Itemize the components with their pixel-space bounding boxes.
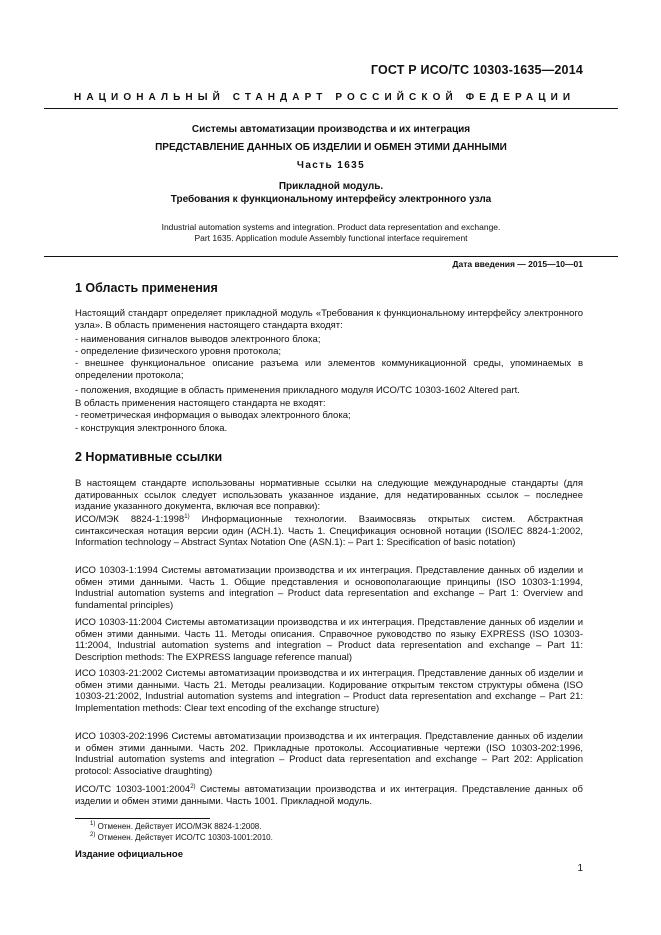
footnote-2-marker: 2) (90, 832, 96, 838)
scope-item-2: - определение физического уровня протокола; (75, 346, 282, 357)
section-2-heading: 2 Нормативные ссылки (75, 450, 223, 464)
reference-iso-10303-1: ИСО 10303-1:1994 Системы автоматизации производства и их интеграция. Представление данных об изделии и обмен этими данными. Часть 1. Общие представления и основополагающие принципы (ISO 10303-1:1994, Industrial automation systems and integration – Product data representation and exchange – Part 1: Overview and fundamental principles) (75, 565, 583, 611)
footnote-divider (75, 818, 210, 819)
footnote-1-marker: 1) (90, 821, 96, 827)
section-1-paragraph (75, 308, 583, 331)
section-1-paragraph-text: Настоящий стандарт определяет прикладной модуль «Требования к функциональному интерфейсу электронного узла». В область применения настоящего стандарта входят: (75, 308, 583, 331)
official-edition-label: Издание официальное (75, 849, 183, 860)
series-title: Системы автоматизации производства и их интеграция (191, 124, 471, 135)
reference-code: ИСО/МЭК 8824-1:1998 (75, 514, 185, 525)
reference-text: Информационные технологии. Взаимосвязь открытых систем. Абстрактная синтаксическая нотация версии один (АСН.1). Часть 1. Спецификация основной нотации (ISO/IEC 8824-1:2002, Information technology – Abstract Syntax Notation One (ASN.1): – Part 1: Specification of basic notation) (75, 514, 584, 548)
reference-text: Системы автоматизации производства и их интеграция. Представление данных об изделии и обмен этими данными. Часть 1001. Прикладной модуль. (75, 784, 583, 807)
page-number: 1 (577, 863, 583, 874)
scope-item-1: - наименования сигналов выводов электронного блока; (75, 334, 321, 345)
top-divider (44, 108, 618, 109)
references-intro: В настоящем стандарте использованы нормативные ссылки на следующие международные стандарты (для датированных ссылок следует использовать указанное издание, для недатированных ссылок – последнее издание указанного документа, включая все поправки): (75, 478, 583, 512)
subtitle (44, 180, 618, 206)
footnote-2 (90, 833, 273, 843)
scope-item-3: - внешнее функциональное описание разъема или элементов коммуникационной среды, упоминаемых в определении протокола; (75, 358, 583, 381)
section-1-heading: 1 Область применения (75, 281, 218, 295)
exclusion-item-1: - геометрическая информация о выводах электронного блока; (75, 410, 351, 421)
exclusion-item-2: - конструкция электронного блока. (75, 423, 228, 434)
reference-iso-10303-202: ИСО 10303-202:1996 Системы автоматизации производства и их интеграция. Представление данных об изделии и обмен этими данными. Часть 202. Прикладные протоколы. Ассоциативные чертежи (ISO 10303-202:1996, Industrial automation systems and integration – Product data representation and exchange – Part 202: Application protocol: Associative draughting) (75, 731, 583, 777)
english-title-line-1: Industrial automation systems and integration. Product data representation and exchange. (161, 222, 501, 232)
footnote-1 (90, 822, 261, 832)
introduction-date: Дата введения — 2015—10—01 (452, 259, 583, 269)
exclusions-intro: В область применения настоящего стандарта не входят: (75, 398, 326, 409)
footnote-1-text: Отменен. Действует ИСО/МЭК 8824-1:2008. (95, 822, 262, 831)
main-title: ПРЕДСТАВЛЕНИЕ ДАННЫХ ОБ ИЗДЕЛИИ И ОБМЕН ЭТИМИ ДАННЫМИ (155, 142, 507, 153)
document-id: ГОСТ Р ИСО/ТС 10303-1635—2014 (370, 63, 583, 77)
national-standard-banner: НАЦИОНАЛЬНЫЙ СТАНДАРТ РОССИЙСКОЙ ФЕДЕРАЦИИ (74, 92, 576, 103)
english-title-line-2: Part 1635. Application module Assembly functional interface requirement (194, 233, 468, 243)
reference-iso-10303-21: ИСО 10303-21:2002 Системы автоматизации производства и их интеграция. Представление данных об изделии и обмен этими данными. Часть 21. Методы реализации. Кодирование открытым текстом структуры обмена (ISO 10303-21:2002, Industrial automation systems and integration – Product data representation and exchange – Part 21: Implementation methods: Clear text encoding of the exchange structure) (75, 668, 583, 714)
footnote-marker: 1) (184, 514, 190, 520)
reference-iso-iec-8824-1 (75, 514, 583, 549)
part-number: Часть 1635 (296, 160, 366, 171)
title-divider (44, 256, 618, 257)
footnote-2-text: Отменен. Действует ИСО/ТС 10303-1001:2010. (95, 833, 273, 842)
footnote-marker: 2) (190, 784, 196, 790)
english-title (44, 222, 618, 244)
reference-iso-ts-10303-1001 (75, 784, 583, 807)
scope-item-4: - положения, входящие в область применения прикладного модуля ИСО/ТС 10303-1602 Altered part. (75, 385, 520, 396)
subtitle-line-2: Требования к функциональному интерфейсу электронного узла (170, 194, 492, 205)
reference-iso-10303-11: ИСО 10303-11:2004 Системы автоматизации производства и их интеграция. Представление данных об изделии и обмен этими данными. Часть 11. Методы описания. Справочное руководство по языку EXPRESS (ISO 10303-11:2004, Industrial automation systems and integration – Product data representation and exchange – Part 11: Description methods: The EXPRESS language reference manual) (75, 617, 583, 663)
reference-code: ИСО/ТС 10303-1001:2004 (75, 784, 191, 795)
subtitle-line-1: Прикладной модуль. (278, 181, 384, 192)
